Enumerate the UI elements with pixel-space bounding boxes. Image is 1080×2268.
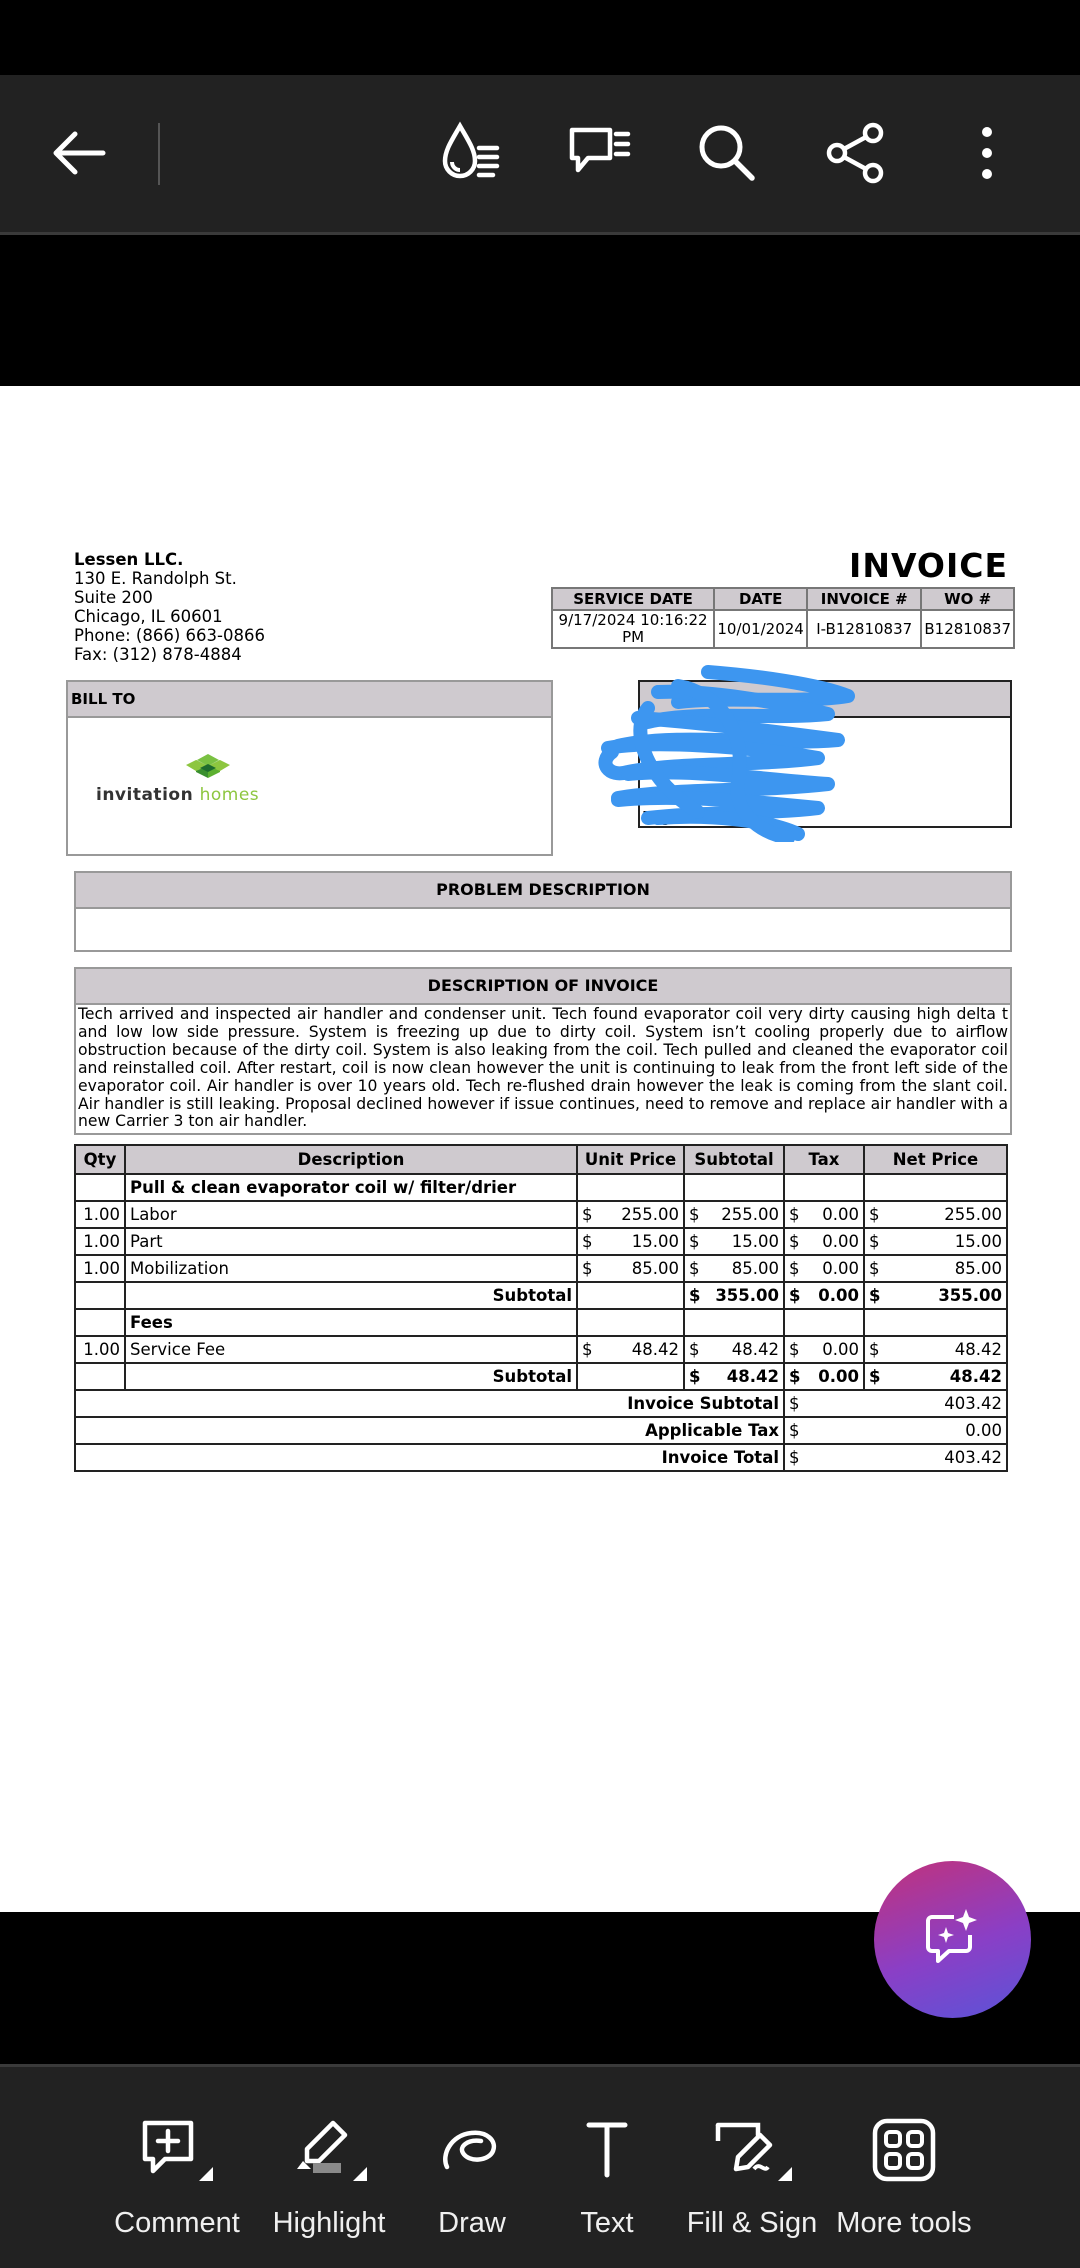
- header-col-service-date: SERVICE DATE: [552, 588, 714, 610]
- region-label: Region: [642, 808, 694, 826]
- line-item-row: 1.00 Mobilization $ 85.00 $ 85.00 $ 0.00 $ 85.00: [75, 1255, 1007, 1282]
- item-qty: 1.00: [75, 1228, 125, 1255]
- wo-number-value: B12810837: [921, 610, 1014, 648]
- read-mode-icon[interactable]: [432, 115, 508, 191]
- line-items-table: [74, 1144, 1008, 1472]
- item-qty: 1.00: [75, 1336, 125, 1363]
- item-subtotal: 48.42: [731, 1340, 779, 1359]
- col-description: Description: [125, 1145, 577, 1174]
- invitation-homes-logo: [96, 752, 328, 808]
- total-label: Invoice Subtotal: [75, 1390, 784, 1417]
- search-icon[interactable]: [689, 115, 765, 191]
- problem-description-label: PROBLEM DESCRIPTION: [76, 873, 1010, 909]
- item-subtotal: 255.00: [721, 1205, 779, 1224]
- more-options-icon[interactable]: [949, 115, 1025, 191]
- company-phone: Phone: (866) 663-0866: [74, 626, 265, 645]
- invoice-title: INVOICE: [849, 546, 1008, 585]
- date-value: 10/01/2024: [714, 610, 807, 648]
- group2-rows: [75, 1336, 1007, 1363]
- invoice-header-table: [551, 587, 1015, 649]
- group2-title: Fees: [125, 1309, 577, 1336]
- group1-subtotal-sub: 355.00: [715, 1286, 779, 1305]
- tool-fill-sign-label: Fill & Sign: [686, 2207, 818, 2239]
- toolbar-divider: [158, 123, 160, 185]
- share-icon[interactable]: [818, 115, 894, 191]
- group2-subtotal-row: Subtotal $ 48.42 $ 0.00 $ 48.42: [75, 1363, 1007, 1390]
- item-qty: 1.00: [75, 1255, 125, 1282]
- fill-sign-icon: [710, 2117, 794, 2183]
- tool-highlight[interactable]: [249, 2117, 409, 2240]
- item-description: Part: [125, 1228, 577, 1255]
- item-unit-price: 48.42: [631, 1340, 679, 1359]
- group2-subtotal-sub: 48.42: [726, 1367, 779, 1386]
- item-unit-price: 85.00: [631, 1259, 679, 1278]
- header-col-wo-number: WO #: [921, 588, 1014, 610]
- company-street: 130 E. Randolph St.: [74, 569, 237, 588]
- draw-loop-icon: [437, 2117, 507, 2183]
- item-net-price: 85.00: [954, 1259, 1002, 1278]
- description-of-invoice-label: DESCRIPTION OF INVOICE: [76, 969, 1010, 1005]
- group1-subtotal-tax: 0.00: [818, 1286, 859, 1305]
- total-value: 403.42: [944, 1448, 1002, 1467]
- total-label: Applicable Tax: [75, 1417, 784, 1444]
- item-tax: 0.00: [822, 1259, 859, 1278]
- header-col-invoice-number: INVOICE #: [807, 588, 921, 610]
- comment-add-icon: [137, 2117, 217, 2183]
- company-city: Chicago, IL 60601: [74, 607, 223, 626]
- back-arrow-icon[interactable]: [41, 115, 117, 191]
- tool-more-tools[interactable]: [824, 2117, 984, 2240]
- subtotal-label: Subtotal: [125, 1363, 577, 1390]
- group1-subtotal-net: 355.00: [938, 1286, 1002, 1305]
- group2-subtotal-net: 48.42: [949, 1367, 1002, 1386]
- col-tax: Tax: [784, 1145, 864, 1174]
- comments-list-icon[interactable]: [561, 115, 637, 191]
- description-of-invoice-box: [74, 967, 1012, 1135]
- tool-more-tools-label: More tools: [836, 2207, 972, 2239]
- company-fax: Fax: (312) 878-4884: [74, 645, 242, 664]
- company-address: [74, 550, 265, 664]
- problem-description-text: [76, 909, 1010, 950]
- total-value: 403.42: [944, 1394, 1002, 1413]
- problem-description-box: [74, 871, 1012, 952]
- total-value: 0.00: [965, 1421, 1002, 1440]
- tool-highlight-label: Highlight: [272, 2207, 386, 2239]
- item-subtotal: 15.00: [731, 1232, 779, 1251]
- tool-fill-sign[interactable]: [672, 2117, 832, 2240]
- ai-assistant-icon: [920, 1907, 986, 1973]
- bottom-toolbar: [0, 2064, 1080, 2268]
- subtotal-label: Subtotal: [125, 1282, 577, 1309]
- line-item-row: 1.00 Service Fee $ 48.42 $ 48.42 $ 0.00 $ 48.42: [75, 1336, 1007, 1363]
- tool-text[interactable]: [527, 2117, 687, 2240]
- description-of-invoice-text: Tech arrived and inspected air handler and condenser unit. Tech found evaporator coil very dirty causing high delta t and low low side pressure. System is freezing up due to dirty coil. System isn’t cooling properly due to airflow obstruction because of the dirty coil. System is also leaking from the coil. Tech pulled and cleaned the evaporator coil and reinstalled coil. After restart, coil is now clean however the unit is continuing to leak from the front left side of the evaporator coil. Air handler is over 10 years old. Tech re-flushed drain however the leak is coming from the slant coil. Air handler is still leaking. Proposal declined however if issue continues, need to remove and replace air handler with a new Carrier 3 ton air handler.: [78, 1005, 1008, 1131]
- item-net-price: 48.42: [954, 1340, 1002, 1359]
- logo-text: invitation homes: [96, 785, 260, 805]
- total-row: Applicable Tax $ 0.00: [75, 1417, 1007, 1444]
- item-description: Service Fee: [125, 1336, 577, 1363]
- group2-subtotal-tax: 0.00: [818, 1367, 859, 1386]
- tool-comment-label: Comment: [114, 2207, 240, 2239]
- text-t-icon: [577, 2117, 637, 2183]
- item-tax: 0.00: [822, 1205, 859, 1224]
- line-item-row: 1.00 Labor $ 255.00 $ 255.00 $ 0.00 $ 255.00: [75, 1201, 1007, 1228]
- group1-rows: [75, 1201, 1007, 1282]
- line-item-row: 1.00 Part $ 15.00 $ 15.00 $ 0.00 $ 15.00: [75, 1228, 1007, 1255]
- header-col-date: DATE: [714, 588, 807, 610]
- service-date-value: 9/17/2024 10:16:22 PM: [552, 610, 714, 648]
- bill-to-box: [66, 680, 553, 856]
- more-tools-grid-icon: [871, 2117, 937, 2183]
- tool-draw-label: Draw: [438, 2207, 506, 2239]
- top-toolbar: [0, 75, 1080, 235]
- item-net-price: 15.00: [954, 1232, 1002, 1251]
- col-qty: Qty: [75, 1145, 125, 1174]
- item-qty: 1.00: [75, 1201, 125, 1228]
- col-unit-price: Unit Price: [577, 1145, 684, 1174]
- group-title-row: [75, 1174, 1007, 1201]
- tool-text-label: Text: [580, 2207, 634, 2239]
- bill-to-label: BILL TO: [68, 682, 551, 718]
- company-name: Lessen LLC.: [74, 550, 184, 569]
- item-description: Mobilization: [125, 1255, 577, 1282]
- group1-subtotal-row: Subtotal $ 355.00 $ 0.00 $ 355.00: [75, 1282, 1007, 1309]
- item-tax: 0.00: [822, 1340, 859, 1359]
- totals-rows: [75, 1390, 1007, 1471]
- group1-title: Pull & clean evaporator coil w/ filter/drier: [125, 1174, 577, 1201]
- item-subtotal: 85.00: [731, 1259, 779, 1278]
- group-title-row: [75, 1309, 1007, 1336]
- item-description: Labor: [125, 1201, 577, 1228]
- ai-assistant-button[interactable]: [874, 1861, 1031, 2018]
- total-row: Invoice Total $ 403.42: [75, 1444, 1007, 1471]
- total-row: Invoice Subtotal $ 403.42: [75, 1390, 1007, 1417]
- invoice-number-value: I-B12810837: [807, 610, 921, 648]
- item-net-price: 255.00: [944, 1205, 1002, 1224]
- item-unit-price: 15.00: [631, 1232, 679, 1251]
- col-net-price: Net Price: [864, 1145, 1007, 1174]
- total-label: Invoice Total: [75, 1444, 784, 1471]
- redaction-scribble: [588, 662, 858, 842]
- item-unit-price: 255.00: [621, 1205, 679, 1224]
- col-subtotal: Subtotal: [684, 1145, 784, 1174]
- item-tax: 0.00: [822, 1232, 859, 1251]
- tool-comment[interactable]: [97, 2117, 257, 2240]
- pdf-page: [0, 386, 1080, 1912]
- company-suite: Suite 200: [74, 588, 153, 607]
- highlight-pen-icon: [287, 2117, 371, 2183]
